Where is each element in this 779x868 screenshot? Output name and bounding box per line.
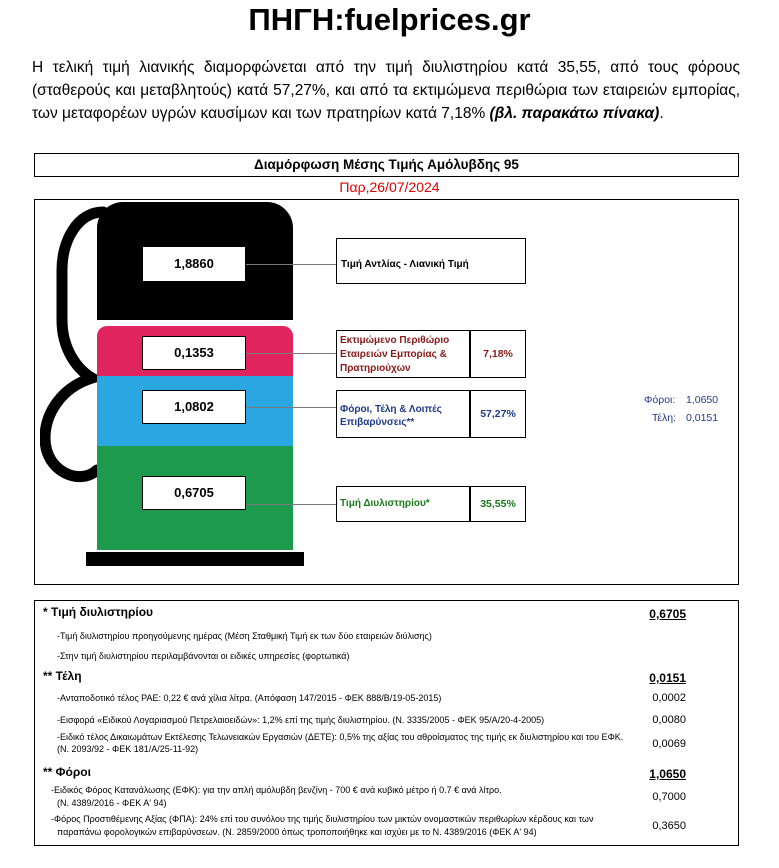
refinery-note-1: -Τιμή διυλιστηρίου προηγούμενης ημέρας (Μέση Σταθμική Τιμή εκ των δύο εταιρειών διύλισης) (57, 631, 432, 641)
fees-heading: ** Τέλη (43, 669, 82, 683)
chart-date: Παρ,26/07/2024 (339, 179, 440, 195)
fee-dete-text-2: (Ν. 2093/92 - ΦΕΚ 181/Α/25-11-92) (57, 744, 199, 754)
tax-vat-text-2: παραπάνω φορολογικών επιβαρύνσεων. (Ν. 2859/2000 όπως τροποποιήθηκε και ισχύει με το Ν. 4389/2016 (ΦΕΚ Α' 94) (57, 827, 537, 837)
refinery-label: Τιμή Διυλιστηρίου* (340, 498, 430, 509)
tax-efk-text-1: -Ειδικός Φόρος Κατανάλωσης (ΕΦΚ): για την απλή αμόλυβδη βενζίνη - 700 € ανά κυβικό μέτρο ή 0.7 € ανά λίτρο. (51, 785, 502, 795)
taxes-heading: ** Φόροι (43, 765, 91, 779)
tax-vat-text-1: -Φόρος Προστιθέμενης Αξίας (ΦΠΑ): 24% επί του συνόλου της τιμής διυλιστηρίου των μικτών ονομαστικών περιθωρίων κέρδους και των (51, 814, 594, 824)
intro-text: Η τελική τιμή λιανικής διαμορφώνεται από την τιμή διυλιστηρίου κατά 35,55, από τους φόρους (σταθερούς και μεταβλητούς) κατά 57,27%, και από τα εκτιμώμενα περιθώρια των εταιρειών εμπορίας, των μεταφορέων υγρών καυσίμων και των πρατηρίων κατά 7,18% (32, 59, 740, 122)
taxes-percent: 57,27% (470, 390, 526, 438)
intro-end: . (659, 105, 664, 122)
refinery-percent: 35,55% (470, 486, 526, 522)
margin-value: 0,1353 (142, 336, 246, 370)
taxes-label: Φόροι, Τέλη & Λοιπές Επιβαρύνσεις** (340, 404, 442, 428)
refinery-value: 0,6705 (142, 476, 246, 510)
retail-label-box (336, 238, 526, 284)
side-teli-label: Τέλη: (652, 412, 676, 424)
tax-efk-text-2: (Ν. 4389/2016 - ΦΕΚ Α' 94) (57, 798, 167, 808)
retail-value: 1,8860 (142, 246, 246, 282)
retail-label: Τιμή Αντλίας - Λιανική Τιμή (341, 259, 469, 270)
margin-label-box (336, 330, 470, 378)
refinery-heading: * Τιμή διυλιστηρίου (43, 605, 154, 619)
side-teli-value: 0,0151 (686, 412, 719, 424)
taxes-label-box (336, 390, 470, 438)
taxes-value: 1,0802 (142, 390, 246, 424)
pump-base (86, 552, 304, 566)
connector-retail (246, 264, 336, 265)
refinery-label-box (336, 486, 470, 522)
connector-refinery (246, 504, 336, 505)
connector-margin (246, 353, 336, 354)
taxes-total: 1,0650 (649, 767, 686, 781)
fee-elp-text: -Εισφορά «Ειδικού Λογαριασμού Πετρελαιοειδών»: 1,2% επί της τιμής διυλιστηρίου. (Ν. 3335/2005 - ΦΕΚ 95/Α/20-4-2005) (57, 715, 545, 725)
tax-efk-value: 0,7000 (652, 791, 686, 803)
fee-rae-text: -Ανταποδοτικό τέλος ΡΑΕ: 0,22 € ανά χίλια λίτρα. (Απόφαση 147/2015 - ΦΕΚ 888/Β/19-05-2015) (57, 693, 442, 703)
connector-taxes (246, 407, 336, 408)
fee-dete-text-1: -Ειδικό τέλος Δικαιωμάτων Εκτέλεσης Τελωνειακών Εργασιών (ΔΕΤΕ): 0,5% της αξίας του αθροίσματος της τιμής εκ διυλιστηρίου και του ΕΦΚ. (57, 732, 624, 742)
refinery-note-2: -Στην τιμή διυλιστηρίου περιλαμβάνονται οι ειδικές υπηρεσίες (φορτωτικά) (57, 651, 350, 661)
fee-elp-value: 0,0080 (652, 714, 686, 726)
margin-percent: 7,18% (470, 330, 526, 378)
side-foroi-label: Φόροι: (644, 394, 676, 406)
tax-vat-value: 0,3650 (652, 820, 686, 832)
side-foroi-value: 1,0650 (686, 394, 719, 406)
fees-total: 0,0151 (649, 671, 686, 685)
margin-label: Εκτιμώμενο Περιθώριο Εταιρειών Εμπορίας & Πρατηριούχων (340, 335, 450, 374)
fee-dete-value: 0,0069 (652, 738, 686, 750)
hose-icon (45, 212, 103, 477)
fee-rae-value: 0,0002 (652, 692, 686, 704)
intro-reference: (βλ. παρακάτω πίνακα) (489, 105, 660, 122)
details-table (34, 600, 739, 846)
chart-title: Διαμόρφωση Μέσης Τιμής Αμόλυβδης 95 (34, 153, 739, 177)
refinery-total: 0,6705 (649, 607, 686, 621)
intro-paragraph (32, 56, 740, 125)
source-title: ΠΗΓΗ:fuelprices.gr (248, 2, 531, 37)
